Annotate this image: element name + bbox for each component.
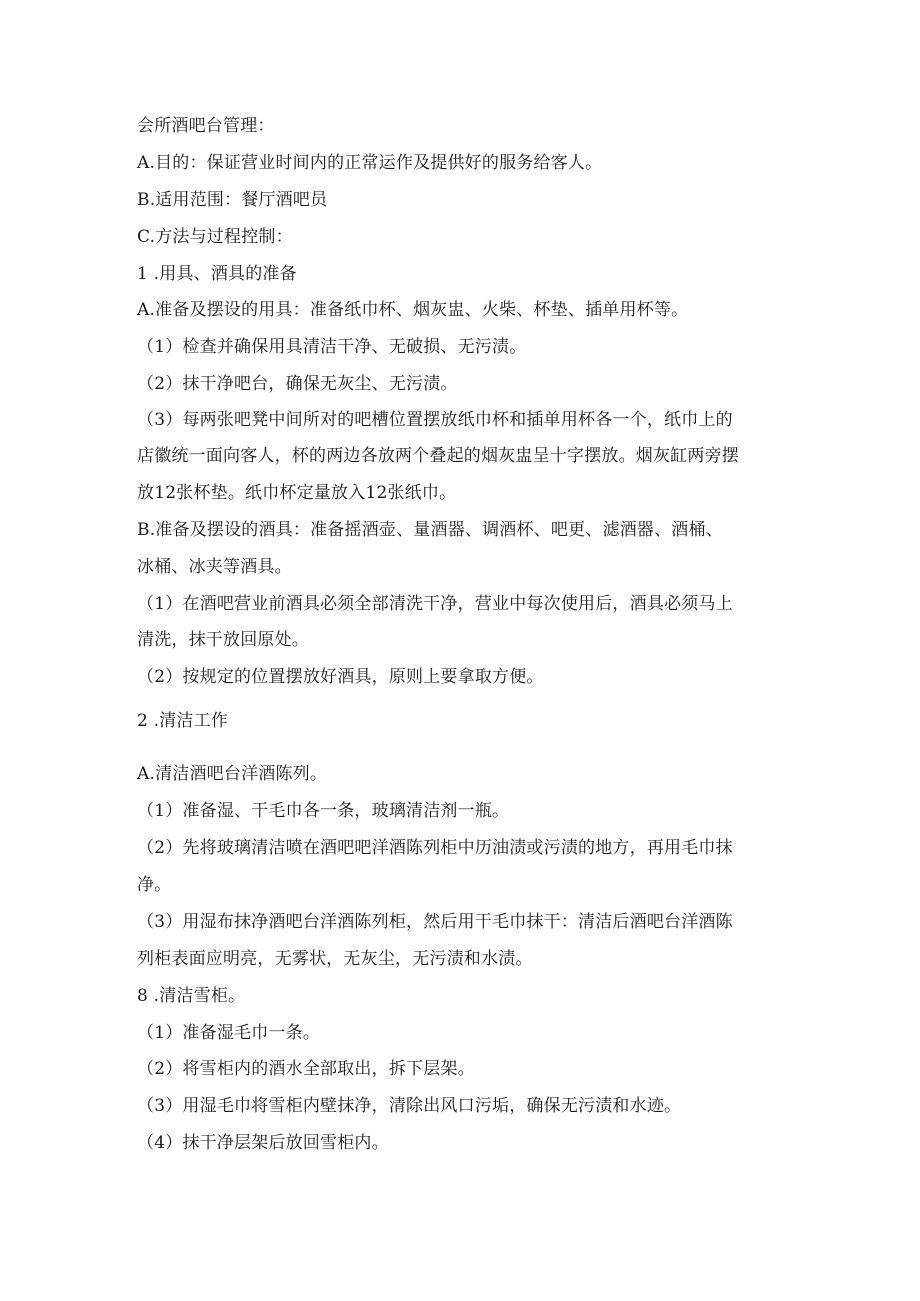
list-item: （3）用湿毛巾将雪柜内壁抹净，清除出风口污垢，确保无污渍和水迹。 [137,1096,682,1116]
list-item: （2）先将玻璃清洁喷在酒吧吧洋酒陈列柜中历油渍或污渍的地方，再用毛巾抹 [137,838,733,858]
section-heading-3: 8 .清洁雪柜。 [137,986,246,1006]
paragraph-line: 冰桶、冰夹等酒具。 [137,557,292,577]
method-heading: C.方法与过程控制： [137,227,293,247]
scope-line: B.适用范围：餐厅酒吧员 [137,190,328,210]
list-item: （1）检查并确保用具清洁干净、无破损、无污渍。 [137,337,527,357]
section-heading-2: 2 .清洁工作 [137,711,229,731]
paragraph-line: 清洗，抹干放回原处。 [137,630,309,650]
list-item: （2）将雪柜内的酒水全部取出，拆下层架。 [137,1059,475,1079]
list-item: （1）准备湿毛巾一条。 [137,1023,321,1043]
document-title: 会所酒吧台管理： [137,116,275,136]
section-heading-1: 1 .用具、酒具的准备 [137,264,297,284]
paragraph-line: A.清洁酒吧台洋酒陈列。 [137,764,328,784]
list-item: （3）每两张吧凳中间所对的吧槽位置摆放纸巾杯和插单用杯各一个，纸巾上的 [137,410,733,430]
list-item: （4）抹干净层架后放回雪柜内。 [137,1133,389,1153]
paragraph-line: 店徽统一面向客人，杯的两边各放两个叠起的烟灰盅呈十字摆放。烟灰缸两旁摆 [137,446,739,466]
paragraph-line: 净。 [137,875,172,895]
paragraph-line: B.准备及摆设的酒具：准备摇酒壶、量酒器、调酒杯、吧更、滤酒器、酒桶、 [137,520,723,540]
list-item: （2）抹干净吧台，确保无灰尘、无污渍。 [137,374,458,394]
list-item: （3）用湿布抹净酒吧台洋酒陈列柜，然后用干毛巾抹干：清洁后酒吧台洋酒陈 [137,912,733,932]
purpose-line: A.目的：保证营业时间内的正常运作及提供好的服务给客人。 [137,153,603,173]
paragraph-line: A.准备及摆设的用具：准备纸巾杯、烟灰盅、火柴、杯垫、插单用杯等。 [137,300,689,320]
list-item: （1）在酒吧营业前酒具必须全部清洗干净，营业中每次使用后，酒具必须马上 [137,594,733,614]
paragraph-line: 放12张杯垫。纸巾杯定量放入12张纸巾。 [137,483,457,503]
paragraph-line: 列柜表面应明亮，无雾状，无灰尘，无污渍和水渍。 [137,949,533,969]
list-item: （2）按规定的位置摆放好酒具，原则上要拿取方便。 [137,667,544,687]
list-item: （1）准备湿、干毛巾各一条，玻璃清洁剂一瓶。 [137,801,510,821]
